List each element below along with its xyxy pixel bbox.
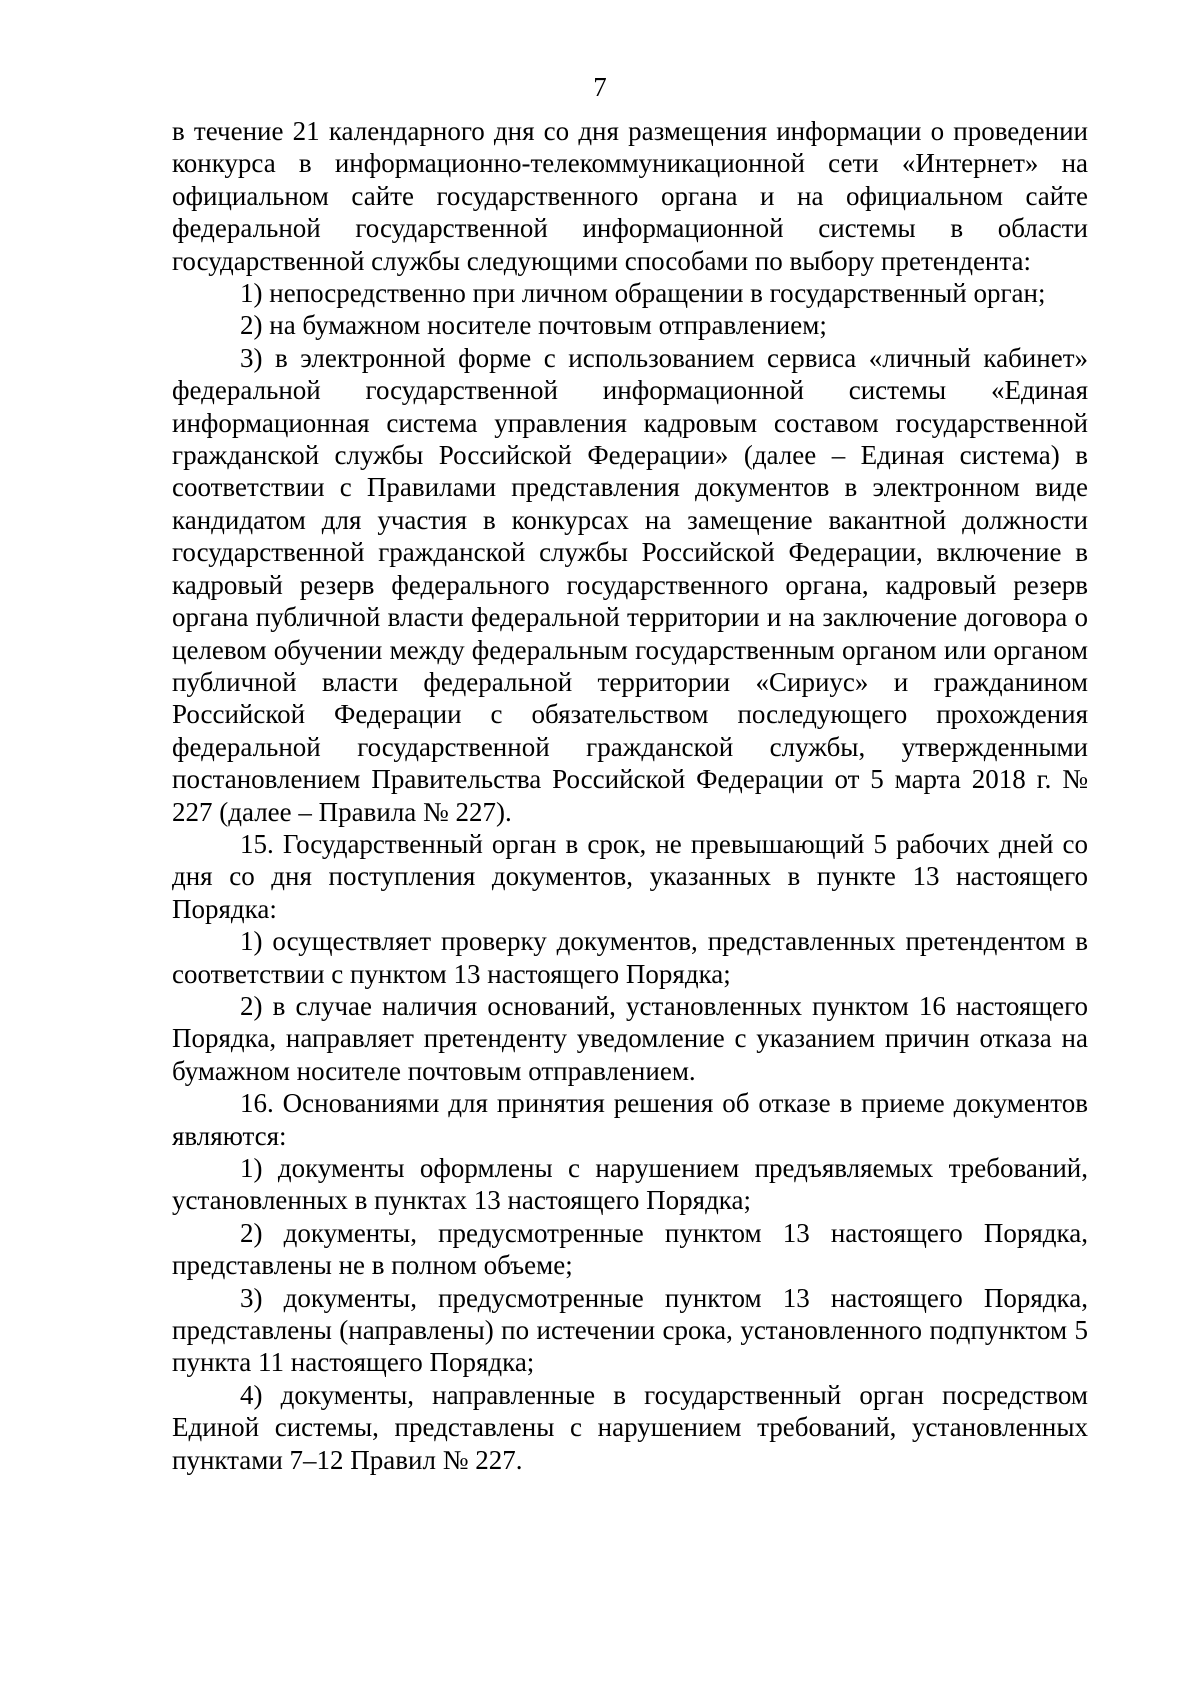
paragraph-clause-16: 16. Основаниями для принятия решения об отказе в приеме документов являются: xyxy=(172,1088,1088,1151)
paragraph-continuation: в течение 21 календарного дня со дня размещения информации о проведении конкурса в информационно-телекоммуникационной сети «Интернет» на официальном сайте государственного органа и на официальном сайте федеральной государственной информационной системы в области государственной службы следующими способами по выбору претендента: xyxy=(172,116,1088,276)
paragraph-clause-16-item-1: 1) документы оформлены с нарушением предъявляемых требований, установленных в пунктах 13 настоящего Порядка; xyxy=(172,1153,1088,1216)
paragraph-clause-15-item-1: 1) осуществляет проверку документов, представленных претендентом в соответствии с пунктом 13 настоящего Порядка; xyxy=(172,926,1088,989)
paragraph-clause-16-item-4: 4) документы, направленные в государственный орган посредством Единой системы, представлены с нарушением требований, установленных пунктами 7–12 Правил № 227. xyxy=(172,1379,1088,1475)
page-number: 7 xyxy=(593,72,607,102)
paragraph-item-3-electronic: 3) в электронной форме с использованием сервиса «личный кабинет» федеральной государственной информационной системы «Единая информационная система управления кадровым составом государственной гражданской службы Российской Федерации» (далее – Единая система) в соответствии с Правилами представления документов в электронном виде кандидатом для участия в конкурсах на замещение вакантной должности государственной гражданской службы Российской Федерации, включение в кадровый резерв федерального государственного органа, кадровый резерв органа публичной власти федеральной территории и на заключение договора о целевом обучении между федеральным государственным органом или органом публичной власти федеральной территории «Сириус» и гражданином Российской Федерации с обязательством последующего прохождения федеральной государственной гражданской службы, утвержденными постановлением Правительства Российской Федерации от 5 марта 2018 г. № 227 (далее – Правила № 227). xyxy=(172,342,1088,827)
document-body xyxy=(172,115,1088,1476)
paragraph-clause-16-item-3: 3) документы, предусмотренные пунктом 13 настоящего Порядка, представлены (направлены) по истечении срока, установленного подпунктом 5 пункта 11 настоящего Порядка; xyxy=(172,1282,1088,1378)
paragraph-clause-16-item-2: 2) документы, предусмотренные пунктом 13 настоящего Порядка, представлены не в полном объеме; xyxy=(172,1217,1088,1281)
paragraph-item-2-mail: 2) на бумажном носителе почтовым отправлением; xyxy=(240,310,827,341)
paragraph-clause-15-item-2: 2) в случае наличия оснований, установленных пунктом 16 настоящего Порядка, направляет претенденту уведомление с указанием причин отказа на бумажном носителе почтовым отправлением. xyxy=(172,990,1088,1086)
paragraph-item-1-in-person: 1) непосредственно при личном обращении в государственный орган; xyxy=(240,278,1046,309)
paragraph-clause-15: 15. Государственный орган в срок, не превышающий 5 рабочих дней со дня со дня поступления документов, указанных в пункте 13 настоящего Порядка: xyxy=(172,828,1088,924)
